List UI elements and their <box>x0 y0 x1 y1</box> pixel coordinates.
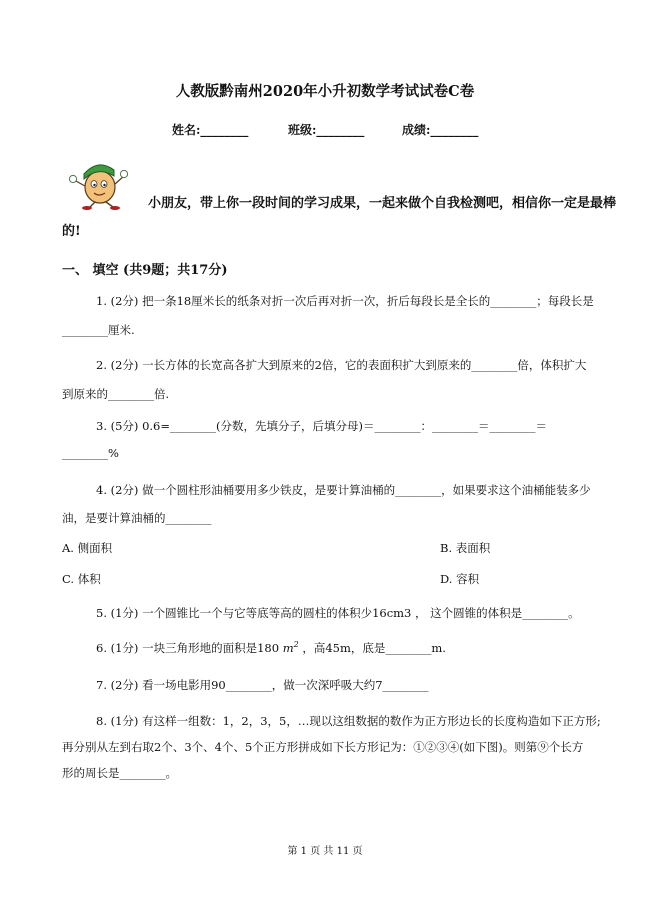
page-title: 人教版黔南州2020年小升初数学考试试卷C卷 <box>175 83 475 100</box>
question-6-text-after: ，高45m，底是________m. <box>298 641 446 655</box>
question-8-line-2: 再分别从左到右取2个、3个、4个、5个正方形拼成如下长方形记为：①②③④(如下图)。则第⑨个长方 <box>62 740 584 754</box>
option-b[interactable]: B. 表面积 <box>440 541 491 555</box>
question-7: 7. (2分) 看一场电影用90________，做一次深呼吸大约7________ <box>96 678 429 692</box>
question-4-line-1: 4. (2分) 做一个圆柱形油桶要用多少铁皮，是要计算油桶的________，如果要求这个油桶能装多少 <box>96 483 591 497</box>
mascot-icon <box>68 152 128 210</box>
intro-line-2: 的! <box>62 224 81 239</box>
question-5: 5. (1分) 一个圆锥比一个与它等底等高的圆柱的体积少16cm3 ， 这个圆锥的体积是________。 <box>96 606 580 620</box>
score-field: 成绩:________ <box>402 123 479 137</box>
option-c[interactable]: C. 体积 <box>62 572 101 586</box>
section-heading: 一、 填空 (共9题；共17分) <box>62 263 228 278</box>
question-3-line-1: 3. (5分) 0.6=________(分数，先填分子，后填分母)＝________：________＝________＝ <box>96 419 547 433</box>
class-field: 班级:________ <box>288 123 365 137</box>
option-a[interactable]: A. 侧面积 <box>62 541 113 555</box>
question-8-line-1: 8. (1分) 有这样一组数：1，2，3，5，…现以这组数据的数作为正方形边长的长度构造如下正方形; <box>96 714 601 728</box>
question-6-text-before: 6. (1分) 一块三角形地的面积是180 <box>96 641 283 655</box>
name-field: 姓名:________ <box>172 123 249 137</box>
question-1-line-1: 1. (2分) 把一条18厘米长的纸条对折一次后再对折一次，折后每段长是全长的________；每段长是 <box>96 294 594 308</box>
question-4-line-2: 油，是要计算油桶的________ <box>62 511 212 525</box>
question-1-line-2: ________厘米. <box>62 323 135 337</box>
question-6 <box>96 640 446 656</box>
page-footer: 第 1 页 共 11 页 <box>287 846 363 857</box>
question-8-line-3: 形的周长是________。 <box>62 766 177 780</box>
question-3-line-2: ________% <box>62 446 119 460</box>
option-d[interactable]: D. 容积 <box>440 572 480 586</box>
area-unit-exponent: 2 <box>293 640 299 650</box>
question-2-line-1: 2. (2分) 一长方体的长宽高各扩大到原来的2倍，它的表面积扩大到原来的________倍，体积扩大 <box>96 358 587 372</box>
question-2-line-2: 到原来的________倍. <box>62 387 170 401</box>
intro-line-1: 小朋友，带上你一段时间的学习成果，一起来做个自我检测吧，相信你一定是最棒 <box>148 196 617 211</box>
area-unit: m <box>282 641 294 655</box>
